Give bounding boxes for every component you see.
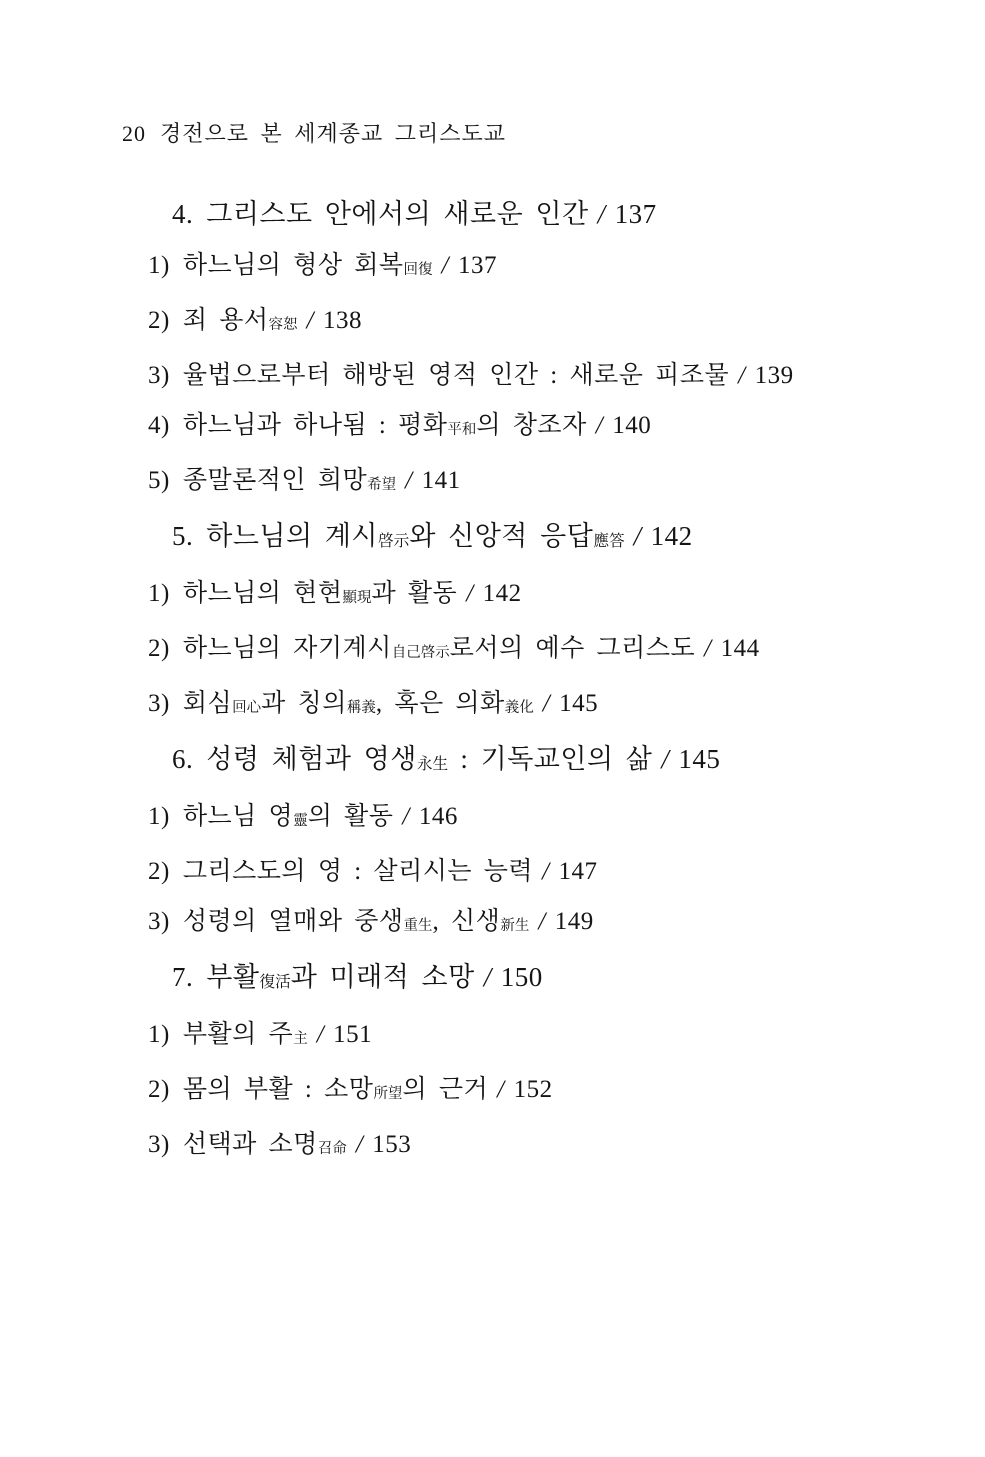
hanja-annotation: 容恕 [268, 317, 298, 333]
page-separator: / [355, 1131, 364, 1158]
toc-item-number: 3) [148, 1131, 170, 1158]
page-separator: / [595, 412, 604, 439]
section-title-title [206, 521, 624, 551]
toc-item [148, 634, 925, 668]
title-text: 의 활동 [307, 803, 394, 830]
toc-item-title [183, 858, 533, 885]
running-head [122, 121, 925, 147]
page-separator: / [542, 858, 550, 885]
toc-item-page: 139 [754, 362, 794, 389]
section-title-page: 137 [614, 199, 657, 229]
toc-item-number: 1) [148, 1021, 170, 1048]
page-separator: / [661, 744, 670, 774]
toc-item [148, 1075, 925, 1109]
title-text: , 신생 [432, 908, 501, 935]
toc-item-page: 151 [333, 1021, 373, 1048]
hanja-annotation: 稱義 [346, 700, 376, 716]
toc-item-title [183, 1131, 347, 1158]
toc-item [148, 306, 925, 340]
toc-item-title [183, 307, 298, 334]
toc-item [148, 251, 925, 285]
section-title [172, 521, 925, 557]
section-title [172, 744, 925, 780]
running-title: 경전으로 본 세계종교 그리스도교 [160, 121, 507, 146]
toc-item-title [183, 635, 695, 662]
page-separator: / [316, 1021, 325, 1048]
hanja-annotation: 新生 [500, 918, 530, 934]
hanja-annotation: 希望 [367, 477, 397, 493]
section-title-number: 5. [172, 521, 194, 551]
title-text: 의 창조자 [476, 412, 587, 439]
toc-item-number: 3) [148, 908, 170, 935]
toc-item-page: 137 [457, 252, 497, 279]
toc-item-title [183, 690, 534, 717]
toc-item-title [183, 1021, 308, 1048]
page-separator: / [738, 362, 746, 389]
hanja-annotation: 靈 [293, 813, 308, 829]
title-text: 선택과 소명 [182, 1131, 318, 1158]
title-text: 하느님 영 [182, 803, 294, 830]
title-text: 하느님의 계시 [206, 521, 378, 551]
page-separator: / [466, 580, 474, 607]
hanja-annotation: 平和 [447, 422, 477, 438]
toc-item [148, 1130, 925, 1164]
section-title-title [206, 962, 474, 992]
hanja-annotation: 重生 [403, 918, 433, 934]
section-title-number: 4. [172, 199, 194, 229]
toc-item-title [183, 362, 729, 389]
page-number: 20 [122, 121, 146, 146]
toc-section [122, 199, 925, 500]
section-title-number: 7. [172, 962, 194, 992]
section-title-title [206, 744, 652, 774]
section-title [172, 962, 925, 998]
toc-item-number: 2) [148, 1076, 170, 1103]
section-title-page: 150 [500, 962, 543, 992]
hanja-annotation: 應答 [593, 533, 625, 550]
toc-item [148, 411, 925, 445]
toc-item [148, 857, 925, 886]
hanja-annotation: 回心 [232, 700, 262, 716]
title-text: 종말론적인 희망 [182, 467, 368, 494]
toc-item-page: 153 [372, 1131, 412, 1158]
title-text: : 기독교인의 삶 [448, 744, 653, 774]
title-text: 성령 체험과 영생 [206, 744, 417, 774]
toc-item-page: 149 [554, 908, 594, 935]
title-text: 죄 용서 [182, 307, 269, 334]
page-separator: / [441, 252, 449, 279]
toc-item-number: 5) [148, 467, 170, 494]
hanja-annotation: 主 [293, 1031, 308, 1047]
title-text: 하느님의 자기계시 [182, 635, 392, 662]
title-text: 의 근거 [402, 1076, 489, 1103]
title-text: 성령의 열매와 중생 [182, 908, 404, 935]
toc-item-number: 1) [148, 803, 170, 830]
toc-item-title [183, 1076, 488, 1103]
toc-item-page: 141 [421, 467, 461, 494]
section-title-page: 145 [678, 744, 721, 774]
hanja-annotation: 自己啓示 [391, 645, 450, 661]
title-text: 그리스도의 영 : 살리시는 능력 [182, 858, 534, 885]
toc-item-page: 142 [482, 580, 522, 607]
page-separator: / [704, 635, 712, 662]
toc-item-page: 147 [558, 858, 598, 885]
page-separator: / [542, 690, 551, 717]
toc-item-title [183, 803, 394, 830]
toc-item-number: 2) [148, 858, 170, 885]
title-text: 회심 [182, 690, 233, 717]
toc-item-number: 3) [148, 362, 170, 389]
page-separator: / [402, 803, 410, 830]
title-text: 율법으로부터 해방된 영적 인간 : 새로운 피조물 [182, 362, 730, 389]
toc-item-number: 1) [148, 580, 170, 607]
toc-item [148, 802, 925, 836]
toc-item-number: 1) [148, 252, 170, 279]
hanja-annotation: 永生 [416, 756, 449, 773]
toc-item [148, 907, 925, 941]
toc-item-number: 2) [148, 635, 170, 662]
hanja-annotation: 召命 [317, 1141, 347, 1157]
page-separator: / [497, 1076, 505, 1103]
title-text: 그리스도 안에서의 새로운 인간 [206, 199, 589, 229]
section-title [172, 199, 925, 229]
title-text: 하느님의 형상 회복 [182, 252, 404, 279]
toc-section [122, 744, 925, 941]
page-separator: / [597, 199, 606, 229]
title-text: 로서의 예수 그리스도 [449, 635, 696, 662]
toc-item [148, 361, 925, 390]
title-text: 부활 [206, 962, 260, 992]
toc-item-title [183, 252, 433, 279]
section-title-page: 142 [650, 521, 693, 551]
page-separator: / [483, 962, 492, 992]
section-title-number: 6. [172, 744, 194, 774]
page-separator: / [538, 908, 546, 935]
toc-item-title [183, 580, 457, 607]
toc-item-number: 2) [148, 307, 170, 334]
section-title-title [206, 199, 588, 229]
title-text: 과 칭의 [261, 690, 347, 717]
toc-item-number: 3) [148, 690, 170, 717]
toc-item [148, 689, 925, 723]
page-separator: / [633, 521, 642, 551]
hanja-annotation: 所望 [373, 1086, 403, 1102]
page-separator: / [405, 467, 413, 494]
toc-section [122, 521, 925, 723]
toc-item-title [183, 467, 396, 494]
title-text: , 혹은 의화 [375, 690, 505, 717]
hanja-annotation: 啓示 [378, 533, 410, 550]
title-text: 와 신앙적 응답 [409, 521, 594, 551]
toc-item [148, 466, 925, 500]
hanja-annotation: 復活 [259, 974, 291, 991]
toc-item-page: 138 [322, 307, 362, 334]
toc-item-title [183, 908, 530, 935]
toc-item [148, 579, 925, 613]
title-text: 과 활동 [371, 580, 458, 607]
toc-item-page: 145 [559, 690, 599, 717]
hanja-annotation: 回復 [403, 262, 433, 278]
hanja-annotation: 義化 [504, 700, 534, 716]
title-text: 몸의 부활 : 소망 [182, 1076, 374, 1103]
toc-item-page: 152 [513, 1076, 553, 1103]
toc-item-page: 146 [418, 803, 458, 830]
toc-item-page: 144 [720, 635, 760, 662]
title-text: 하느님과 하나됨 : 평화 [182, 412, 448, 439]
title-text: 과 미래적 소망 [290, 962, 475, 992]
toc-section [122, 962, 925, 1164]
toc-item-page: 140 [612, 412, 652, 439]
page-separator: / [306, 307, 314, 334]
title-text: 하느님의 현현 [182, 580, 343, 607]
toc [122, 199, 925, 1164]
hanja-annotation: 顯現 [342, 590, 372, 606]
toc-item-number: 4) [148, 412, 170, 439]
toc-item [148, 1020, 925, 1054]
title-text: 부활의 주 [182, 1021, 294, 1048]
toc-item-title [183, 412, 587, 439]
